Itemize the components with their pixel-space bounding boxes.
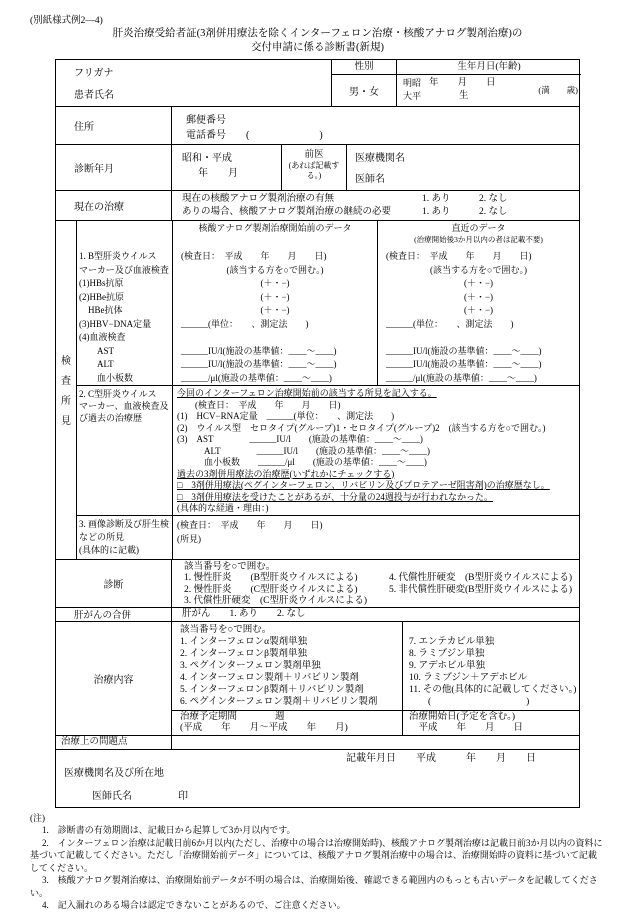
hepatitis-b-label: 1. B型肝炎ウイルス マーカー及び血液検査 (1)HBs抗原 (2)HBe抗原 HBe抗体 (3)HBV−DNA定量 (4)血液検査 AST ALT 血小板数 [79,251,169,383]
diagnosis-option[interactable]: 3. 代償性肝硬変 (C型肝炎ウイルスによる) [184,596,368,606]
sex-header: 性別 [332,60,396,75]
virus-type-line[interactable]: (2) ウイルス型 セロタイプ(グループ)1・セロタイプ(グループ)2 (該当する方を○で囲む。) [177,422,546,433]
record-date-field[interactable]: 記載年月日 平成 年 月 日 [346,752,536,764]
pre-treatment-data-column[interactable]: 核酸アナログ製剤治療開始前のデータ (検査日： 平成 年 月 日) (該当する方を○で囲む。) (＋・−) (＋・−) (＋・−) ______(単位： 、測定法 ) ______IU/l(施設の基準値：____〜____) ______IU/l(施設の基準値：____〜____) ______/μl(施設の基準値：____〜____) [172,221,377,385]
alt-line: ALT ______IU/l (施設の基準値：____〜____) [177,445,430,456]
treatment-problems-field[interactable] [171,736,579,749]
current-treatment-row [56,190,579,220]
recent-data-column[interactable]: 直近のデータ (治療開始後3か月以内の者は記載不要) (検査日： 平成 年 月 日) (該当する方を○で囲む。) (＋・−) (＋・−) (＋・−) ______(単位： 、測定法 ) ______IU/l(施設の基準値：____〜____) ______IU/l(施設の基準値：____〜____) ______/μl(施設の基準値：____〜____) [377,221,579,385]
treatment-start-date-field[interactable]: 治療開始日(予定を含む。) 平成 年 月 日 [402,711,579,735]
recent-data-note: (治療開始後3か月以内の者は記載不要) [414,235,543,244]
diagnosis-label: 診断 [103,579,124,591]
previous-doctor-cell [281,145,346,190]
hepatitis-b-row [77,221,579,385]
treatment-option[interactable]: 3. ペグインターフェロン製剤単独 [180,660,321,671]
era-options-diagnosis: 昭和・平成 [182,153,232,164]
address-fields[interactable] [171,107,579,144]
hepatitis-c-label: 2. C型肝炎ウイルス マーカー、血液検査及 び過去の治療歴 [79,389,169,423]
previous-doctor-note: (あれば記載する。) [288,161,340,180]
patient-row [56,60,579,106]
note-item: 2. インターフェロン治療は記載日前6か月以内(ただし、治療中の場合は治療開始時)、核酸アナログ製剤治療は記載日前3か月以内の資料に基づいて記載してください。ただし「治療開始前データ」については、核酸アナログ製剤治療中の場合は、治療開始時の資料に基づいて記載してください。 [30,837,603,873]
imaging-exam-date: (検査日： 平成 年 月 日) [177,519,323,530]
liver-cancer-options[interactable]: 肝がん 1. あり 2. なし [171,608,579,621]
diagnosis-date-label: 診断年月 [74,164,114,175]
sex-options[interactable]: 男・女 [349,86,379,98]
question-line: 現在の核酸アナログ製剤治療の有無 1. あり 2. なし [182,194,508,204]
current-treatment-label: 現在の治療 [74,202,124,213]
form-title-line1: 肝炎治療受給者証(3剤併用療法を除くインターフェロン治療・核酸アナログ製剤治療)の [112,28,523,39]
exam-findings-body [76,221,579,559]
seal-mark: 印 [178,790,188,802]
year-month-blanks: 年 月 [198,168,238,179]
diagnosis-option[interactable]: 5. 非代償性肝硬変(B型肝炎ウイルスによる) [389,584,573,595]
imaging-fields[interactable] [172,516,579,559]
hcv-exam-date: (検査日： 平成 年 月 日) [177,399,341,410]
diagnosis-instruction: 該当番号を○で囲む。 [184,561,276,572]
imaging-findings-label: (所見) [177,533,201,544]
form-table [55,59,580,808]
hepatitis-c-row [77,385,579,515]
exam-findings-vertical-label: 検 査 所 見 [61,356,71,428]
current-treatment-fields [171,191,579,220]
signature-section [56,749,579,807]
answer-options[interactable]: 1. あり 2. なし [422,194,508,204]
ast-line: (3) AST ______IU/l (施設の基準値：____〜____) [177,434,423,444]
history-reason-note: (具体的な経過・理由：) [177,503,269,513]
institution-cell[interactable] [346,145,581,190]
treatment-instruction: 該当番号を○で囲む。 [180,624,272,635]
note-item: 3. 核酸アナログ製剤治療は、治療開始前データが不明の場合は、治療開始後、確認できる範囲内のもっとも古いデータを記載してください。 [30,875,598,898]
treatment-option[interactable]: 8. ラミブジン単独 [409,648,485,659]
hepatitis-c-fields [172,386,579,515]
liver-cancer-label: 肝がんの合併 [74,611,132,621]
notes-title: (注) [30,812,45,823]
answer-options[interactable]: 1. あり 2. なし [422,207,508,217]
furigana-label: フリガナ [74,68,114,79]
birthdate-cell [396,60,581,106]
phone-label: 電話番号 ( ) [186,130,323,141]
form-title-line2: 交付申請に係る診断書(新規) [251,42,384,53]
treatment-problems-row [56,735,579,749]
address-row [56,106,579,144]
hcv-intro: 今回のインターフェロン治療開始前の該当する所見を記入する。 [177,388,437,398]
birthdate-field[interactable] [397,75,581,105]
treatment-options [171,622,579,735]
address-label: 住所 [74,122,94,133]
pre-treatment-data-header: 核酸アナログ製剤治療開始前のデータ [198,223,352,233]
note-item: 4. 記入漏れのある場合は認定できないことがあるので、ご注意ください。 [42,900,346,910]
liver-cancer-row [56,607,579,621]
institution-name-label: 医療機関名 [355,153,405,164]
imaging-label: 3. 画像診断及び肝生検 などの所見 (具体的に記載) [79,518,170,555]
form-title [30,27,605,55]
history-title: 過去の3剤併用療法の治療歴(いずれかにチェックする) [177,468,395,479]
treatment-problems-label: 治療上の問題点 [61,736,128,747]
diagnosis-row [56,559,579,607]
treatment-row [56,621,579,735]
diagnosis-option[interactable]: 4. 代償性肝硬変 (B型肝炎ウイルスによる) [389,573,573,583]
treatment-period-field[interactable]: 治療予定期間 週 (平成 年 月〜平成 年 月) [180,711,348,733]
history-checkbox-option-2[interactable]: □ 3剤併用療法を受けたことがあるが、十分量の24週投与が行われなかった。 [177,491,493,502]
platelet-line: 血小板数 ______/μl (施設の基準値：____〜____) [177,457,427,467]
diagnosis-option[interactable]: 1. 慢性肝炎 (B型肝炎ウイルスによる) [184,573,358,583]
diagnosis-date-field[interactable] [171,145,281,190]
birthdate-header: 生年月日(年齢) [397,60,581,75]
recent-data-header: 直近のデータ [451,223,506,233]
treatment-label: 治療内容 [93,674,134,686]
patient-name-cell [56,60,331,106]
treatment-option[interactable]: 9. アデホビル単独 [409,660,486,671]
postal-code-label: 郵便番号 [186,115,226,126]
treatment-option[interactable]: 6. ペグインターフェロン製剤＋リバビリン製剤 [180,696,378,707]
treatment-option[interactable]: 7. エンテカビル単独 [409,636,495,647]
treatment-option[interactable]: 11. その他(具体的に記載してください。) [409,684,577,695]
form-number: (別紙様式例2—4) [30,16,103,26]
diagnosis-options [171,560,579,607]
hcv-rna-line: (1) HCV−RNA定量 ______(単位： 、測定法 ) [177,411,395,421]
treatment-option[interactable]: 10. ラミブジン＋アデホビル [409,672,528,683]
treatment-option-other-blank[interactable]: ( ) [409,696,530,707]
patient-name-label: 患者氏名 [74,90,114,101]
treatment-option[interactable]: 1. インターフェロンα製剤単独 [180,636,308,647]
institution-address-label: 医療機関名及び所在地 [64,767,164,779]
era-options[interactable]: 明昭 大平 [403,78,422,101]
previous-doctor-label: 前医 [304,150,324,160]
doctor-signature-label: 医師氏名 [92,790,132,802]
exam-findings-section [56,220,579,559]
note-item: 1. 診断書の有効期間は、記載日から起算して3か月以内です。 [42,825,296,835]
birthdate-blanks: 年 月 日 生 [429,78,496,101]
question-line: ありの場合、核酸アナログ製剤治療の継続の必要 1. あり 2. なし [182,207,508,217]
age-blank: (満 歳) [538,85,578,95]
sex-cell [331,60,396,106]
diagnosis-date-row [56,144,579,190]
history-checkbox-option-1[interactable]: □ 3剤併用療法(ペグインターフェロン、リバビリン及びプロテアーゼ阻害剤)の治療歴なし。 [177,480,550,490]
treatment-option[interactable]: 4. インターフェロン製剤＋リバビリン製剤 [180,672,359,683]
notes-section [30,812,605,912]
treatment-option[interactable]: 5. インターフェロンβ製剤＋リバビリン製剤 [180,684,364,695]
treatment-option[interactable]: 2. インターフェロンβ製剤単独 [180,648,308,659]
imaging-row [77,515,579,559]
diagnosis-option[interactable]: 2. 慢性肝炎 (C型肝炎ウイルスによる) [184,584,358,595]
doctor-name-label: 医師名 [355,174,385,185]
